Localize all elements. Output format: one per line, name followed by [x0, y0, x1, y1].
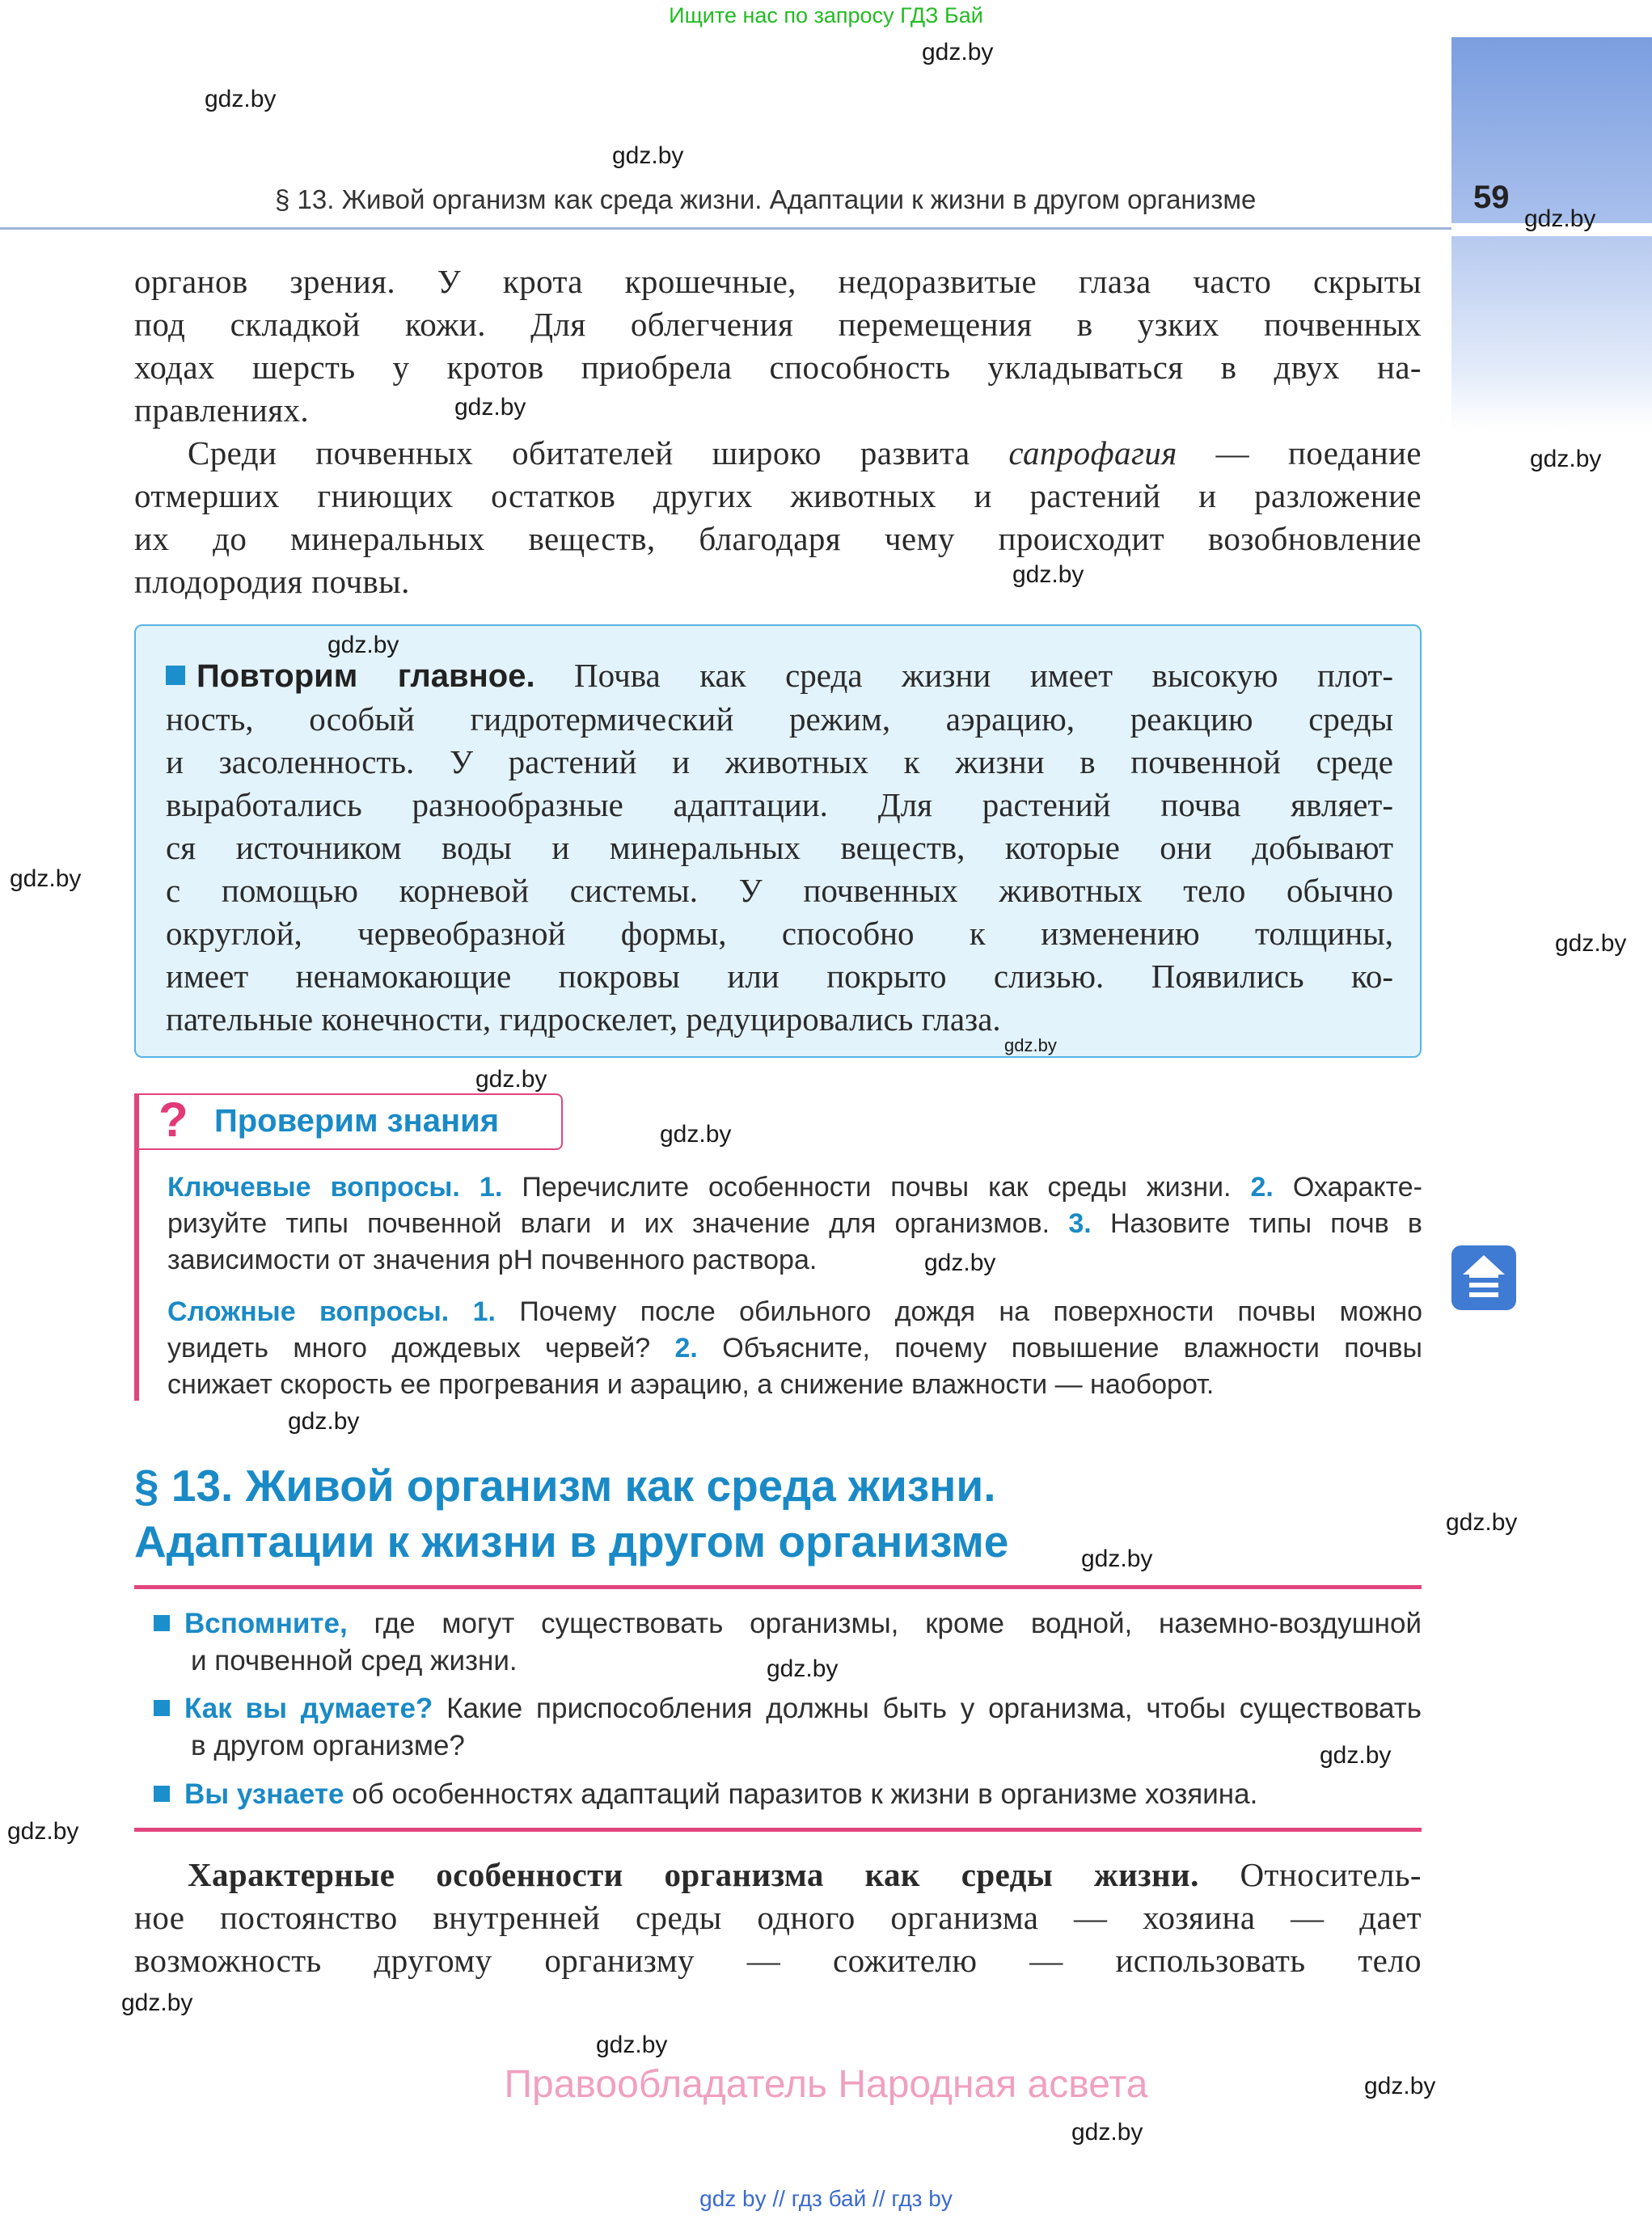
- watermark: gdz.by: [1524, 205, 1596, 232]
- term-saprophagy: сапрофагия: [1008, 434, 1177, 471]
- header-rule: [0, 227, 1451, 230]
- square-bullet-icon: [154, 1615, 170, 1631]
- summary-text: Повторим главное. Почва как среда жизни имеет высокую плот- ность, особый гидротермический режим, аэрацию, реакцию среды и засоленность. У растений и животных к жизни в почвенной среде выработались разнообразные адаптации. Для растений почва являет- ся источником воды и минеральных веществ, которые они добывают с помощью корневой системы. У почвенных животных тело обычно округлой, червеобразной формы, способно к изменению толщины, имеет ненамокающие покровы или покрыто слизью. Появились ко- пательные конечности, гидроскелет, редуцировались глаза.: [166, 657, 1393, 1038]
- watermark: gdz.by: [10, 865, 82, 892]
- watermark: gdz.by: [660, 1121, 732, 1148]
- paragraph-heading: Характерные особенности организма как среды жизни.: [188, 1856, 1199, 1893]
- watermark: gdz.by: [1446, 1509, 1518, 1536]
- watermark: gdz.by: [1320, 1742, 1392, 1769]
- watermark: gdz.by: [1081, 1545, 1153, 1572]
- square-bullet-icon: [154, 1786, 170, 1802]
- paragraph-saprophagy: Среди почвенных обитателей широко развита сапрофагия — поедание отмерших гниющих остатков других животных и растений и разложение их до минеральных веществ, благодаря чему происходит возобновление плодородия почвы.: [134, 434, 1422, 600]
- square-bullet-icon: [154, 1700, 170, 1716]
- key-questions: Ключевые вопросы. 1. Перечислите особенности почвы как среды жизни. 2. Охаракте- ризуйте типы почвенной влаги и их значение для организмов. 3. Назовите типы почв в зависимости от значения pH почвенного раствора.: [167, 1172, 1422, 1275]
- top-banner[interactable]: Ищите нас по запросу ГДЗ Бай: [669, 3, 983, 27]
- watermark: gdz.by: [1012, 561, 1084, 588]
- watermark: gdz.by: [288, 1408, 360, 1435]
- intro-learn: Вы узнаете об особенностях адаптаций паразитов к жизни в организме хозяина.: [154, 1776, 1422, 1813]
- watermark: gdz.by: [596, 2032, 668, 2058]
- watermark: gdz.by: [1364, 2073, 1436, 2099]
- watermark: gdz.by: [767, 1655, 839, 1682]
- summary-title: Повторим главное.: [196, 658, 535, 694]
- watermark: gdz.by: [612, 142, 684, 169]
- section-rule-bottom: [134, 1828, 1422, 1832]
- copyright-footer: Правообладатель Народная асвета: [504, 2063, 1148, 2106]
- watermark: gdz.by: [7, 1818, 79, 1845]
- section-rule-top: [134, 1585, 1422, 1589]
- paragraph-organism-environment: Характерные особенности организма как среды жизни. Относитель- ное постоянство внутренней среды одного организма — хозяина — дает возможность другому организму — сожителю — использовать тело: [134, 1856, 1422, 1979]
- watermark: gdz.by: [1530, 446, 1602, 472]
- check-knowledge-title: Проверим знания: [214, 1103, 500, 1139]
- question-mark-icon: ?: [158, 1093, 188, 1147]
- questions-side-bar: [134, 1148, 139, 1401]
- section-title-line2: Адаптации к жизни в другом организме: [134, 1516, 1009, 1567]
- watermark: gdz.by: [922, 39, 994, 66]
- page-tab-fade: [1451, 236, 1652, 430]
- watermark: gdz.by: [475, 1066, 547, 1093]
- running-head: § 13. Живой организм как среда жизни. Адаптации к жизни в другом организме: [275, 184, 1257, 214]
- intro-remember: Вспомните, где могут существовать организмы, кроме водной, наземно-воздушной и почвенной сред жизни.: [154, 1605, 1422, 1680]
- home-icon[interactable]: [1451, 1245, 1516, 1310]
- square-bullet-icon: [166, 666, 185, 685]
- hard-questions: Сложные вопросы. 1. Почему после обильного дождя на поверхности почвы можно увидеть много дождевых червей? 2. Объясните, почему повышение влажности почвы снижает скорость ее прогревания и аэрацию, а снижение влажности — наоборот.: [167, 1296, 1423, 1400]
- watermark: gdz.by: [1071, 2119, 1143, 2146]
- watermark: gdz.by: [1555, 930, 1627, 957]
- watermark: gdz.by: [121, 1989, 193, 2016]
- watermark: gdz.by: [454, 394, 526, 421]
- watermark: gdz.by: [924, 1249, 996, 1276]
- watermark: gdz.by: [327, 632, 399, 658]
- page-number: 59: [1473, 180, 1510, 215]
- intro-think: Как вы думаете? Какие приспособления должны быть у организма, чтобы существовать в другом организме?: [154, 1690, 1422, 1765]
- section-title-line1: § 13. Живой организм как среда жизни.: [134, 1461, 996, 1511]
- watermark: gdz.by: [1004, 1035, 1057, 1055]
- bottom-links[interactable]: gdz by // гдз бай // гдз by: [699, 2186, 953, 2211]
- watermark: gdz.by: [205, 86, 277, 112]
- paragraph-moles: органов зрения. У крота крошечные, недоразвитые глаза часто скрыты под складкой кожи. Для облегчения перемещения в узких почвенных ходах шерсть у кротов приобрела способность укладываться в двух на- правлениях.: [134, 263, 1422, 429]
